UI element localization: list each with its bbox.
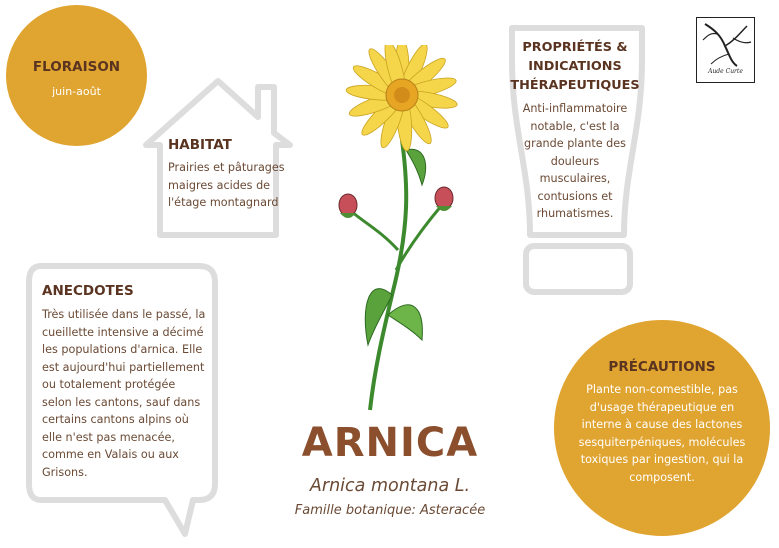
tree-branch-icon xyxy=(697,18,754,68)
anecdotes-line: comme en Valais ou aux xyxy=(42,448,179,461)
proprietes-line: musculaires, xyxy=(539,172,611,185)
house-outline-icon xyxy=(140,75,300,240)
precautions-line: Plante non-comestible, pas xyxy=(586,383,738,396)
floraison-circle xyxy=(6,5,147,146)
proprietes-line: douleurs xyxy=(550,154,600,168)
habitat-title: HABITAT xyxy=(168,137,232,153)
precautions-text xyxy=(572,381,752,486)
proprietes-line: Anti-inflammatoire xyxy=(522,102,628,115)
precautions-line: sesquiterpéniques, molécules xyxy=(578,435,746,449)
anecdotes-line: certains cantons alpins où xyxy=(42,413,189,426)
habitat-line: Prairies et pâturages xyxy=(168,161,285,174)
precautions-title: PRÉCAUTIONS xyxy=(608,359,716,375)
anecdotes-line: Très utilisée dans le passé, la xyxy=(42,308,206,321)
precautions-line: composent. xyxy=(629,470,695,484)
anecdotes-line: elle n'est pas menacée, xyxy=(42,430,175,444)
anecdotes-line: Grisons. xyxy=(42,465,88,479)
habitat-text xyxy=(168,159,292,212)
precautions-line: toxiques par ingestion, qui la xyxy=(580,453,744,466)
plant-latin-name: Arnica montana L. xyxy=(309,476,471,496)
anecdotes-line: selon les cantons, sauf dans xyxy=(42,395,201,409)
anecdotes-line: est aujourd'hui partiellement xyxy=(42,360,205,374)
anecdotes-line: les populations d'arnica. Elle xyxy=(42,343,203,356)
floraison-title: FLORAISON xyxy=(32,59,121,75)
floraison-text: juin-août xyxy=(52,85,101,98)
habitat-line: maigres acides de xyxy=(168,178,271,192)
author-logo xyxy=(696,17,755,83)
plant-family: Famille botanique: Asteracée xyxy=(294,503,486,518)
proprietes-title-line: INDICATIONS xyxy=(528,59,622,74)
precautions-line: interne à cause des lactones xyxy=(581,418,743,431)
proprietes-text xyxy=(515,100,635,223)
proprietes-line: rhumatismes. xyxy=(536,207,614,220)
anecdotes-line: cueillette intensive a décimé xyxy=(42,325,204,339)
proprietes-line: notable, c'est la xyxy=(530,119,620,133)
proprietes-line: contusions et xyxy=(537,189,613,203)
anecdotes-text xyxy=(42,306,214,481)
habitat-line: l'étage montagnard xyxy=(168,196,279,209)
anecdotes-title: ANECDOTES xyxy=(42,283,134,299)
plant-name-title: ARNICA xyxy=(301,420,479,466)
precautions-line: d'usage thérapeutique en xyxy=(589,400,735,414)
arnica-plant-illustration xyxy=(330,45,480,415)
proprietes-title-line: PROPRIÉTÉS & xyxy=(522,40,628,55)
logo-signature: Aude Curte xyxy=(708,68,743,75)
proprietes-line: grande plante des xyxy=(524,137,626,150)
proprietes-title-line: THÉRAPEUTIQUES xyxy=(510,78,640,93)
proprietes-title xyxy=(510,38,640,95)
anecdotes-line: ou totalement protégée xyxy=(42,378,176,391)
